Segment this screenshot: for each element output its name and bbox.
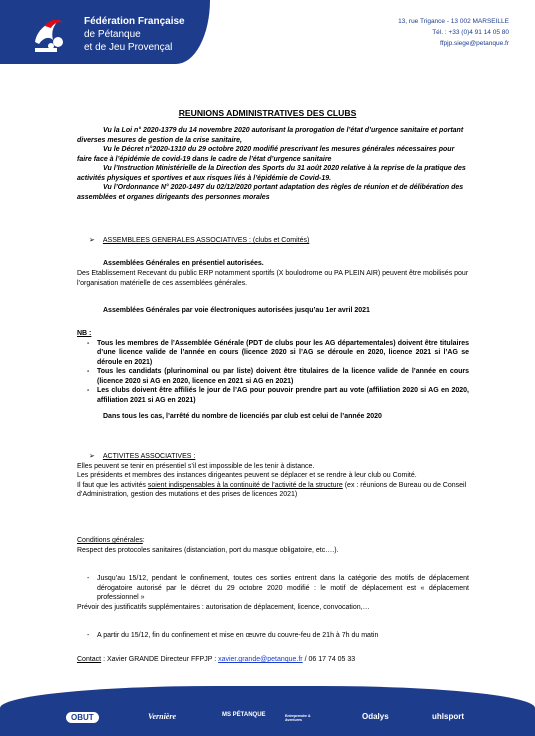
list-item: - Tous les candidats (plurinominal ou par liste) doivent être titulaires de la licence valide de l’année en cours (licence 2020 si AG en 2020, licence en 2021 si AG en 2021) [87,368,469,385]
conditions-block [77,536,469,555]
contact-email-link[interactable]: xavier.grande@petanque.fr [218,656,303,663]
list-item: - A partir du 15/12, fin du confinement et mise en œuvre du couvre-feu de 21h à 7h du matin [87,632,379,639]
contact-phone: / 06 17 74 05 33 [302,656,356,663]
preamble-loi: Vu la Loi n° 2020-1379 du 14 novembre 2020 autorisant la prorogation de l’état d’urgence sanitaire et portant diverses mesures de gestion de la crise sanitaire, [77,127,464,144]
preamble-instruction: Vu l’Instruction Ministérielle de la Direction des Sports du 31 août 2020 relative à la reprise de la pratique des activités physiques et sportives et aux risques liés à l’épidémie de Covid-19. [77,165,466,182]
preamble-ordonnance: Vu l’Ordonnance N° 2020-1497 du 02/12/2020 portant adaptation des règles de réunion et de délibération des assemblées et organes dirigeants des personnes morales [77,184,464,201]
federation-line-2: de Pétanque [84,29,141,40]
federation-email[interactable]: ffpjp.siege@petanque.fr [440,40,509,47]
federation-phone: Tél. : +33 (0)4 91 14 05 80 [432,29,509,36]
contact-label: Contact [77,656,102,663]
federation-line-3: et de Jeu Provençal [84,42,173,53]
list-item: - Les clubs doivent être affiliés le jour de l’AG pour pouvoir prendre part au vote (affiliation 2020 si AG en 2020, affiliation 2021 si AG en 2021) [87,387,469,404]
activites-line-2: Les présidents et membres des instances dirigeantes peuvent se déplacer et se rendre à leur club ou Comité. [77,472,417,479]
confinement-block [77,574,469,612]
section-assemblees [77,236,469,246]
sponsor-footer [0,686,535,736]
arrow-bullet-icon: ➢ [89,237,95,244]
preamble-decret: Vu le Décret n°2020-1310 du 29 octobre 2020 modifié prescrivant les mesures générales nécessaires pour faire face à l’épidémie de covid-19 dans le cadre de l’état d’urgence sanitaire [77,146,455,163]
ffpjp-logo-icon [27,12,71,56]
erp-text: Des Etablissement Recevant du public ERP notamment sportifs (X boulodrome ou PA PLEIN AIR) peuvent être mobilisés pour l’organisation matérielle de ces assemblées générales. [77,270,469,287]
list-item: - Jusqu’au 15/12, pendant le confinement, toutes ces sorties entrent dans la catégorie des motifs de déplacement dérogatoire autorisé par le décret du 29 octobre 2020 modifié : le motif de déplacement est « déplacement professionnel » [87,575,469,601]
section-heading-assemblees: ➢ ASSEMBLEES GENERALES ASSOCIATIVES : (clubs et Comités) [89,237,310,244]
conditions-text: Respect des protocoles sanitaires (distanciation, port du masque obligatoire, etc….). [77,546,339,554]
activites-line-3: Il faut que les activités soient indispensables à la continuité de l’activité de la structure (ex : réunions de Bureau ou de Conseil d’Administration, gestion des mutations et des prises de licences 2021) [77,481,467,498]
arrow-bullet-icon: ➢ [89,453,95,460]
sponsor-ms-petanque: MS PÉTANQUE [222,712,266,718]
justificatifs-text: Prévoir des justificatifs supplémentaires : autorisation de déplacement, licence, convocation,… [77,603,370,611]
sponsor-obut: OBUT [66,712,99,723]
sponsor-uhlsport: uhlsport [432,712,464,721]
federation-contact [398,16,509,49]
ag-presentiel: Assemblées Générales en présentiel autorisées. [103,260,264,267]
nb-label: NB : [77,330,92,337]
section-heading-activites: ➢ ACTIVITES ASSOCIATIVES : [89,453,196,460]
activites-line-1: Elles peuvent se tenir en présentiel s’il est impossible de les tenir à distance. [77,462,315,470]
federation-name [84,15,185,54]
ag-electronique: Assemblées Générales par voie électroniques autorisées jusqu’au 1er avril 2021 [103,307,370,314]
legal-preamble [77,126,469,202]
federation-address: 13, rue Trigance - 13 002 MARSEILLE [398,18,509,25]
federation-line-1: Fédération Française [84,16,185,27]
list-item: - Tous les membres de l’Assemblée Générale (PDT de clubs pour les AG départementales) doivent être titulaires d’une licence valide de l’année en cours (licence 2020 si l’AG se déroule en 2020, licence 2021 si l’AG se déroule en 2021) [87,339,469,366]
nb-footer: Dans tous les cas, l’arrêté du nombre de licenciés par club est celui de l’année 2020 [103,413,382,420]
letterhead [0,0,535,64]
couvre-feu-block [77,631,469,641]
nb-block [77,329,469,422]
sponsor-entreprendre: Entreprendre & Aventures [285,714,311,722]
conditions-heading: Conditions générales: [77,537,145,544]
document-title: REUNIONS ADMINISTRATIVES DES CLUBS [178,108,357,118]
sponsor-odalys: Odalys [362,712,389,721]
contact-line [77,655,469,665]
sponsor-verniere: Vernière [148,712,176,721]
section-activites [77,452,469,500]
contact-name: : Xavier GRANDE Directeur FFPJP : [101,656,219,663]
